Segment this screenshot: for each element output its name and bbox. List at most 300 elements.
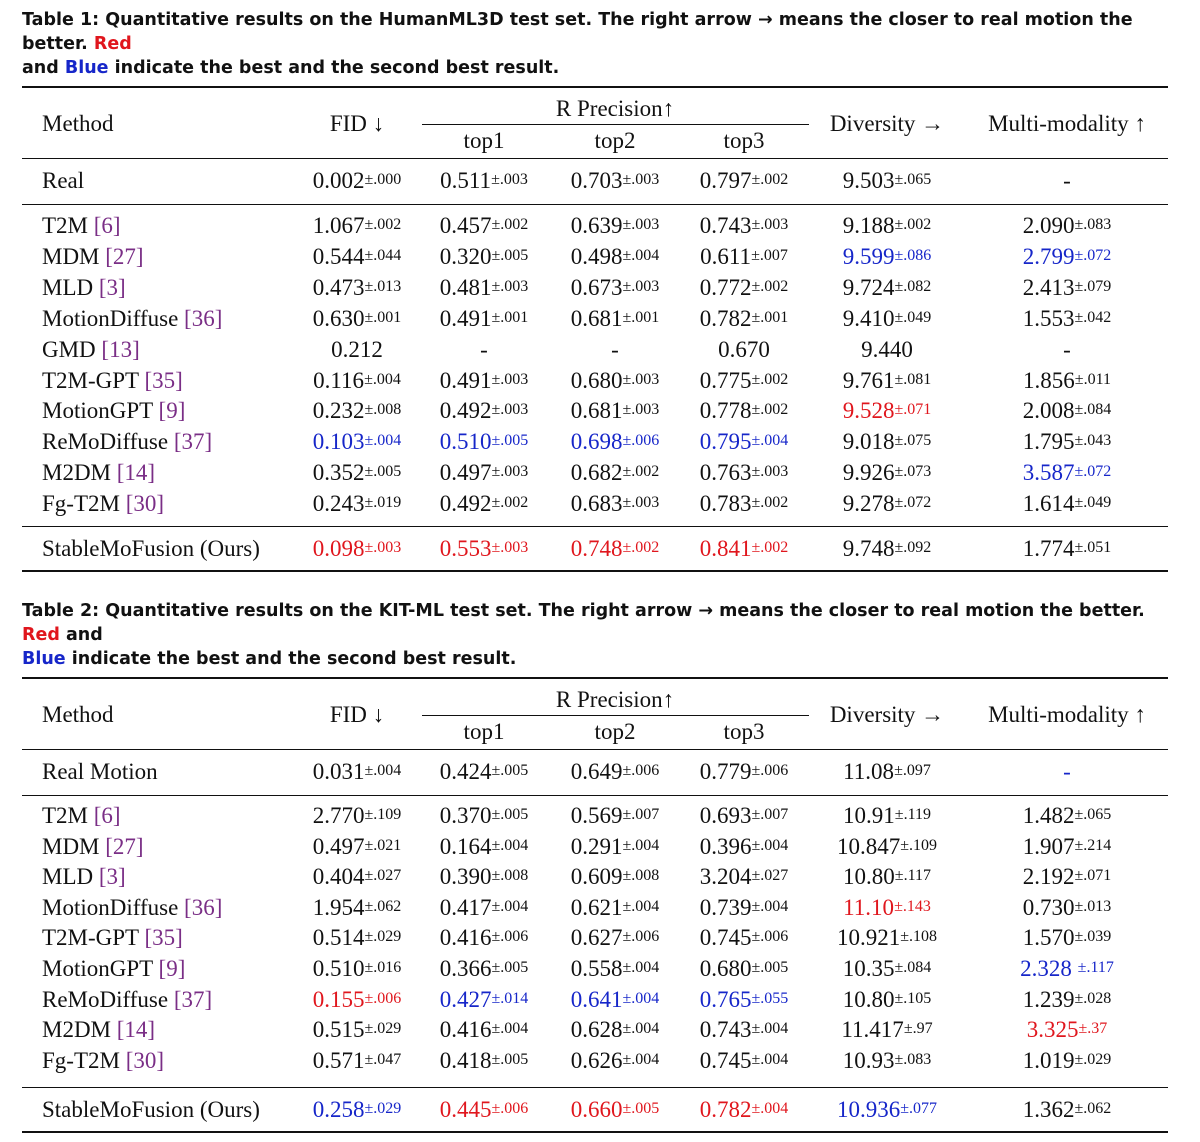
cell-std: ±.062	[1074, 1100, 1112, 1117]
cell-fid	[313, 244, 402, 270]
cell-diversity	[843, 759, 931, 785]
cell-multimodality	[1023, 491, 1112, 517]
header-top2: top2	[594, 128, 636, 153]
cell-std: ±.071	[1074, 867, 1112, 885]
method-name	[42, 429, 212, 455]
method-label: Fg-T2M	[42, 491, 120, 517]
cell-value: 0.703	[570, 168, 623, 193]
cell-value: 2.799	[1022, 243, 1075, 269]
cell-top3	[700, 168, 789, 194]
header-multimodality: Multi-modality ↑	[988, 702, 1146, 727]
cell-std: ±.003	[364, 539, 402, 556]
cell-std: ±.214	[1074, 836, 1112, 854]
cell-std: ±.004	[622, 836, 660, 854]
method-label: MLD	[42, 864, 94, 890]
cell-std: ±.084	[1074, 401, 1112, 419]
cell-std: ±.075	[894, 432, 932, 450]
cell-top3	[700, 956, 789, 982]
cell-std: ±.049	[1074, 494, 1112, 512]
cell-value: 0.745	[699, 1047, 752, 1073]
cell-std: ±.004	[622, 1020, 660, 1038]
cell-value: 1.482	[1022, 803, 1075, 828]
cell-value: 2.008	[1022, 398, 1075, 424]
cell-std: ±.002	[751, 370, 789, 388]
cell-value: 0.510	[439, 429, 492, 455]
cell-top1	[440, 987, 529, 1013]
citation-link[interactable]: [14]	[116, 460, 156, 486]
cell-std: ±.086	[894, 246, 932, 264]
cell-multimodality	[1023, 987, 1112, 1013]
cell-multimodality	[1023, 925, 1112, 951]
ours-rule	[22, 526, 1168, 527]
cell-value: 0.498	[570, 243, 623, 269]
cell-value: 10.91	[843, 803, 895, 828]
cell-std: ±.006	[622, 762, 660, 779]
cell-value: 0.639	[570, 213, 623, 238]
cell-std: ±.004	[622, 989, 660, 1007]
cell-top3	[700, 460, 789, 486]
cell-std: ±.013	[1074, 897, 1112, 915]
method-name	[42, 987, 212, 1013]
cell-value: 0.680	[570, 367, 623, 393]
cell-top2	[571, 398, 660, 424]
cell-std: ±.043	[1074, 432, 1112, 450]
cell-top3	[700, 398, 789, 424]
cell-std: ±.021	[364, 836, 402, 854]
cell-std: ±.003	[491, 539, 529, 556]
r-precision-subrule	[422, 715, 809, 716]
citation-link[interactable]: [6]	[93, 213, 121, 238]
cell-diversity	[843, 398, 932, 424]
top-rule	[22, 677, 1168, 679]
cell-fid	[313, 368, 401, 394]
cell-top2	[571, 834, 660, 860]
cell-std: ±.005	[622, 1100, 660, 1117]
cell-value: 0.164	[439, 833, 492, 859]
cell-std: ±.143	[894, 897, 931, 915]
cell-std: ±.004	[751, 432, 789, 450]
cell-diversity	[837, 1097, 937, 1123]
method-label: MDM	[42, 243, 100, 269]
cell-value: 9.528	[842, 398, 895, 424]
cell-top1	[440, 429, 529, 455]
cell-std: ±.079	[1074, 277, 1112, 295]
cell-std: ±.097	[894, 762, 931, 779]
cell-std: ±.003	[622, 171, 660, 188]
cell-value: 9.761	[842, 367, 895, 393]
cell-std: ±.006	[751, 762, 789, 779]
cell-value: 10.80	[843, 864, 895, 890]
cell-value: 9.748	[842, 536, 895, 561]
cell-std: ±.002	[751, 171, 789, 188]
cell-diversity	[843, 168, 932, 194]
cell-top2	[571, 956, 660, 982]
header-fid: FID ↓	[329, 702, 385, 727]
method-label: MotionDiffuse	[42, 305, 179, 331]
cell-std: ±.027	[751, 867, 789, 885]
citation-link[interactable]: [36]	[184, 305, 223, 331]
cell-multimodality	[1027, 1017, 1108, 1043]
cell-top2	[571, 213, 660, 239]
cell-value: 1.067	[312, 213, 365, 238]
cell-value: 10.921	[836, 925, 901, 951]
method-label: T2M	[42, 213, 88, 238]
cell-multimodality	[1023, 1048, 1112, 1074]
cell-value: 0.698	[570, 429, 623, 455]
cell-std: ±.109	[900, 836, 938, 854]
cell-std: ±.092	[894, 539, 932, 556]
cell-std: ±.002	[751, 494, 789, 512]
cell-value: 0.258	[312, 1097, 365, 1122]
cell-top3	[700, 759, 789, 785]
cell-value: 0.621	[570, 894, 623, 920]
cell-value: 1.019	[1022, 1047, 1075, 1073]
cell-value: 0.611	[700, 243, 752, 269]
cell-std: ±.117	[894, 867, 931, 885]
cell-value: 0.778	[699, 398, 752, 424]
method-name	[42, 956, 185, 982]
cell-std: ±.083	[894, 1050, 932, 1068]
header-diversity: Diversity →	[829, 702, 945, 727]
cell-diversity	[843, 429, 932, 455]
cell-diversity	[843, 864, 931, 890]
cell-value: 11.10	[843, 894, 895, 920]
cell-value: 0.370	[439, 803, 492, 828]
cell-top2	[571, 1097, 660, 1123]
cell-value: 0.775	[699, 367, 752, 393]
method-name	[42, 244, 144, 270]
cell-value: 9.440	[861, 336, 913, 362]
cell-top1	[440, 956, 529, 982]
cell-value: 9.188	[842, 213, 895, 238]
citation-link[interactable]: [3]	[98, 864, 126, 890]
method-label: MotionGPT	[42, 956, 153, 981]
citation-link[interactable]: [27]	[105, 833, 144, 859]
cell-value: 0.155	[312, 986, 365, 1012]
cell-std: ±.002	[751, 277, 789, 295]
cell-value: 0.473	[312, 274, 365, 300]
cell-top1	[440, 803, 529, 829]
cell-value: -	[480, 336, 488, 362]
cell-value: 0.366	[439, 956, 492, 981]
cell-std: ±.004	[751, 1050, 789, 1068]
cell-value: 0.390	[439, 864, 492, 890]
method-name	[42, 168, 84, 194]
cell-std: ±.003	[751, 463, 789, 481]
cell-fid	[313, 491, 402, 517]
cell-top2	[571, 803, 660, 829]
cell-value: -	[611, 336, 619, 362]
citation-link[interactable]: [36]	[184, 894, 223, 920]
cell-std: ±.006	[364, 989, 402, 1007]
cell-fid	[313, 987, 402, 1013]
cell-fid	[313, 536, 402, 562]
cell-multimodality	[1023, 895, 1112, 921]
cell-top3	[718, 337, 770, 363]
cell-std: ±.002	[894, 216, 932, 233]
cell-value: 11.417	[841, 1017, 904, 1043]
cell-std: ±.011	[1074, 370, 1111, 388]
cell-value: 1.856	[1023, 367, 1075, 393]
cell-fid	[313, 275, 402, 301]
cell-fid	[313, 460, 402, 486]
cell-std: ±.109	[364, 806, 402, 823]
cell-value: 2.413	[1022, 274, 1075, 300]
cell-multimodality	[1063, 168, 1071, 194]
cell-std: ±.37	[1078, 1020, 1108, 1038]
method-label: MDM	[42, 833, 100, 859]
cell-value: 10.35	[842, 956, 895, 981]
cell-std: ±.006	[491, 928, 529, 946]
cell-value: 0.660	[570, 1097, 623, 1122]
method-name	[42, 306, 222, 332]
table2	[22, 677, 1168, 1137]
cell-fid	[313, 306, 402, 332]
header-top1: top1	[463, 719, 505, 744]
cell-std: ±.003	[751, 216, 789, 233]
cell-value: 0.841	[699, 536, 752, 561]
cell-std: ±.008	[622, 867, 660, 885]
cell-top1	[440, 1097, 529, 1123]
cell-top2	[571, 1017, 660, 1043]
cell-value: 0.116	[313, 367, 365, 393]
cell-std: ±.117	[1077, 959, 1114, 976]
cell-std: ±.072	[1074, 463, 1112, 481]
cell-top1	[440, 306, 529, 332]
cell-std: ±.005	[751, 959, 789, 976]
cell-multimodality	[1063, 337, 1071, 363]
cell-top3	[700, 213, 789, 239]
cell-std: ±.003	[622, 370, 660, 388]
cell-fid	[313, 834, 402, 860]
cell-std: ±.062	[364, 897, 402, 915]
method-label: ReMoDiffuse	[42, 429, 169, 455]
cell-multimodality	[1023, 1097, 1112, 1123]
cell-std: ±.029	[1074, 1050, 1112, 1068]
cell-value: 2.192	[1022, 864, 1075, 890]
cell-fid	[313, 803, 402, 829]
cell-diversity	[843, 536, 932, 562]
citation-link[interactable]: [30]	[125, 491, 165, 517]
cell-diversity	[843, 275, 932, 301]
cell-std: ±.005	[491, 806, 529, 823]
ours-rule	[22, 1087, 1168, 1088]
cell-fid	[313, 168, 402, 194]
cell-value: 0.626	[570, 1047, 623, 1073]
method-name	[42, 275, 126, 301]
cell-value: 0.232	[312, 398, 365, 424]
cell-top2	[571, 987, 660, 1013]
cell-value: 0.417	[439, 894, 492, 920]
table2-caption: Table 2: Quantitative results on the KIT-ML test set. The right arrow → means the closer to real motion the better. Red and Blue indicate the best and the second best result.	[22, 601, 1145, 669]
cell-std: ±.004	[622, 1050, 660, 1068]
cell-std: ±.049	[894, 308, 932, 326]
method-name	[42, 895, 222, 921]
cell-value: 3.325	[1026, 1017, 1079, 1043]
cell-value: 1.362	[1022, 1097, 1075, 1122]
cell-std: ±.001	[622, 308, 660, 326]
citation-link[interactable]: [9]	[158, 398, 186, 424]
cell-top1	[440, 491, 529, 517]
cell-std: ±.081	[894, 370, 932, 388]
cell-std: ±.004	[364, 432, 402, 450]
citation-link[interactable]: [37]	[173, 429, 213, 455]
cell-diversity	[843, 213, 932, 239]
cell-value: 1.907	[1022, 833, 1075, 859]
cell-multimodality	[1023, 429, 1112, 455]
bottom-rule	[22, 570, 1168, 572]
cell-value: 0.396	[699, 833, 752, 859]
cell-diversity	[843, 895, 931, 921]
cell-value: 0.745	[699, 925, 752, 951]
citation-link[interactable]: [27]	[105, 243, 144, 269]
cell-std: ±.004	[622, 897, 660, 915]
cell-top1	[440, 1017, 529, 1043]
cell-std: ±.002	[751, 539, 789, 556]
cell-multimodality	[1063, 759, 1071, 785]
cell-value: 0.682	[570, 460, 623, 486]
method-name	[42, 213, 121, 239]
cell-std: ±.004	[491, 897, 529, 915]
cell-value: 0.320	[439, 243, 492, 269]
cell-value: 0.748	[570, 536, 623, 561]
cell-std: ±.003	[622, 401, 660, 419]
cell-value: 0.492	[439, 398, 492, 424]
method-label: MotionGPT	[42, 398, 153, 424]
cell-top2	[571, 368, 660, 394]
cell-multimodality	[1023, 213, 1112, 239]
cell-std: ±.044	[364, 246, 402, 264]
r-precision-subrule	[422, 124, 809, 125]
citation-link[interactable]: [6]	[93, 803, 121, 828]
cell-top1	[440, 168, 528, 194]
cell-std: ±.006	[622, 432, 660, 450]
cell-value: 1.570	[1022, 925, 1075, 951]
cell-top3	[700, 1017, 789, 1043]
cell-std: ±.047	[364, 1050, 402, 1068]
cell-fid	[313, 864, 402, 890]
cell-top3	[700, 803, 789, 829]
cell-top1	[440, 925, 529, 951]
citation-link[interactable]: [35]	[144, 367, 183, 393]
header-top2: top2	[594, 719, 636, 744]
cell-std: ±.029	[364, 1020, 402, 1038]
cell-diversity	[837, 925, 937, 951]
cell-diversity	[843, 491, 932, 517]
cell-value: 1.239	[1022, 986, 1075, 1012]
cell-value: 0.569	[570, 803, 623, 828]
cell-value: 0.628	[570, 1017, 623, 1043]
cell-value: 0.491	[439, 305, 492, 331]
cell-value: 2.090	[1022, 213, 1075, 238]
header-top3: top3	[723, 719, 765, 744]
cell-std: ±.029	[364, 1100, 402, 1117]
citation-link[interactable]: [30]	[125, 1047, 165, 1073]
citation-link[interactable]: [37]	[173, 986, 213, 1012]
cell-value: 2.770	[312, 803, 365, 828]
cell-top3	[700, 536, 789, 562]
cell-std: ±.003	[491, 171, 528, 188]
cell-diversity	[843, 1048, 932, 1074]
cell-std: ±.004	[364, 370, 401, 388]
cell-fid	[313, 925, 402, 951]
cell-std: ±.004	[364, 762, 402, 779]
cell-std: ±.071	[894, 401, 932, 419]
cell-value: 0.743	[699, 1017, 752, 1043]
method-label: GMD	[42, 336, 96, 362]
cell-value: 10.80	[842, 986, 895, 1012]
cell-fid	[313, 759, 402, 785]
method-label: StableMoFusion (Ours)	[42, 1097, 260, 1122]
citation-link[interactable]: [14]	[116, 1017, 156, 1043]
citation-link[interactable]: [13]	[101, 336, 140, 362]
cell-multimodality	[1023, 306, 1112, 332]
method-label: T2M	[42, 803, 88, 828]
cell-value: 0.491	[439, 367, 492, 393]
header-rule	[22, 158, 1168, 159]
cell-value: 11.08	[843, 759, 895, 784]
cell-std: ±.007	[751, 246, 788, 264]
header-multimodality: Multi-modality ↑	[988, 111, 1146, 136]
cell-value: 0.515	[312, 1017, 365, 1043]
cell-std: ±.006	[622, 928, 660, 946]
cell-diversity	[843, 306, 932, 332]
cell-std: ±.004	[622, 246, 660, 264]
cell-std: ±.008	[491, 867, 529, 885]
cell-std: ±.082	[894, 277, 932, 295]
cell-fid	[331, 337, 383, 363]
cell-value: 0.002	[312, 168, 365, 193]
cell-std: ±.014	[491, 989, 529, 1007]
cell-std: ±.073	[894, 463, 932, 481]
cell-value: 1.795	[1022, 429, 1075, 455]
cell-std: ±.083	[1074, 216, 1112, 233]
cell-value: 1.774	[1022, 536, 1075, 561]
cell-std: ±.002	[751, 401, 789, 419]
cell-value: 9.926	[842, 460, 895, 486]
cell-fid	[313, 213, 402, 239]
cell-top1	[440, 244, 529, 270]
cell-std: ±.105	[894, 989, 932, 1007]
cell-value: 0.212	[331, 336, 383, 362]
cell-diversity	[843, 803, 931, 829]
cell-std: ±.005	[491, 762, 529, 779]
cell-std: ±.004	[751, 836, 789, 854]
cell-std: ±.002	[364, 216, 402, 233]
citation-link[interactable]: [3]	[98, 274, 126, 300]
cell-std: ±.004	[751, 1020, 789, 1038]
cell-value: 0.416	[439, 925, 492, 951]
cell-std: ±.005	[491, 432, 529, 450]
cell-multimodality	[1023, 864, 1112, 890]
cell-value: 0.492	[439, 491, 492, 517]
top-rule	[22, 86, 1168, 88]
method-label: StableMoFusion (Ours)	[42, 536, 260, 561]
method-label: ReMoDiffuse	[42, 986, 169, 1012]
citation-link[interactable]: [35]	[144, 925, 183, 951]
cell-std: ±.013	[364, 277, 402, 295]
cell-top1	[440, 1048, 529, 1074]
method-name	[42, 1048, 164, 1074]
cell-top3	[700, 306, 789, 332]
cell-value: 0.031	[312, 759, 365, 784]
cell-std: ±.003	[622, 216, 660, 233]
cell-value: 0.779	[699, 759, 752, 784]
cell-top3	[700, 864, 789, 890]
cell-value: 0.352	[312, 460, 365, 486]
method-name	[42, 1097, 260, 1123]
citation-link[interactable]: [9]	[158, 956, 186, 981]
